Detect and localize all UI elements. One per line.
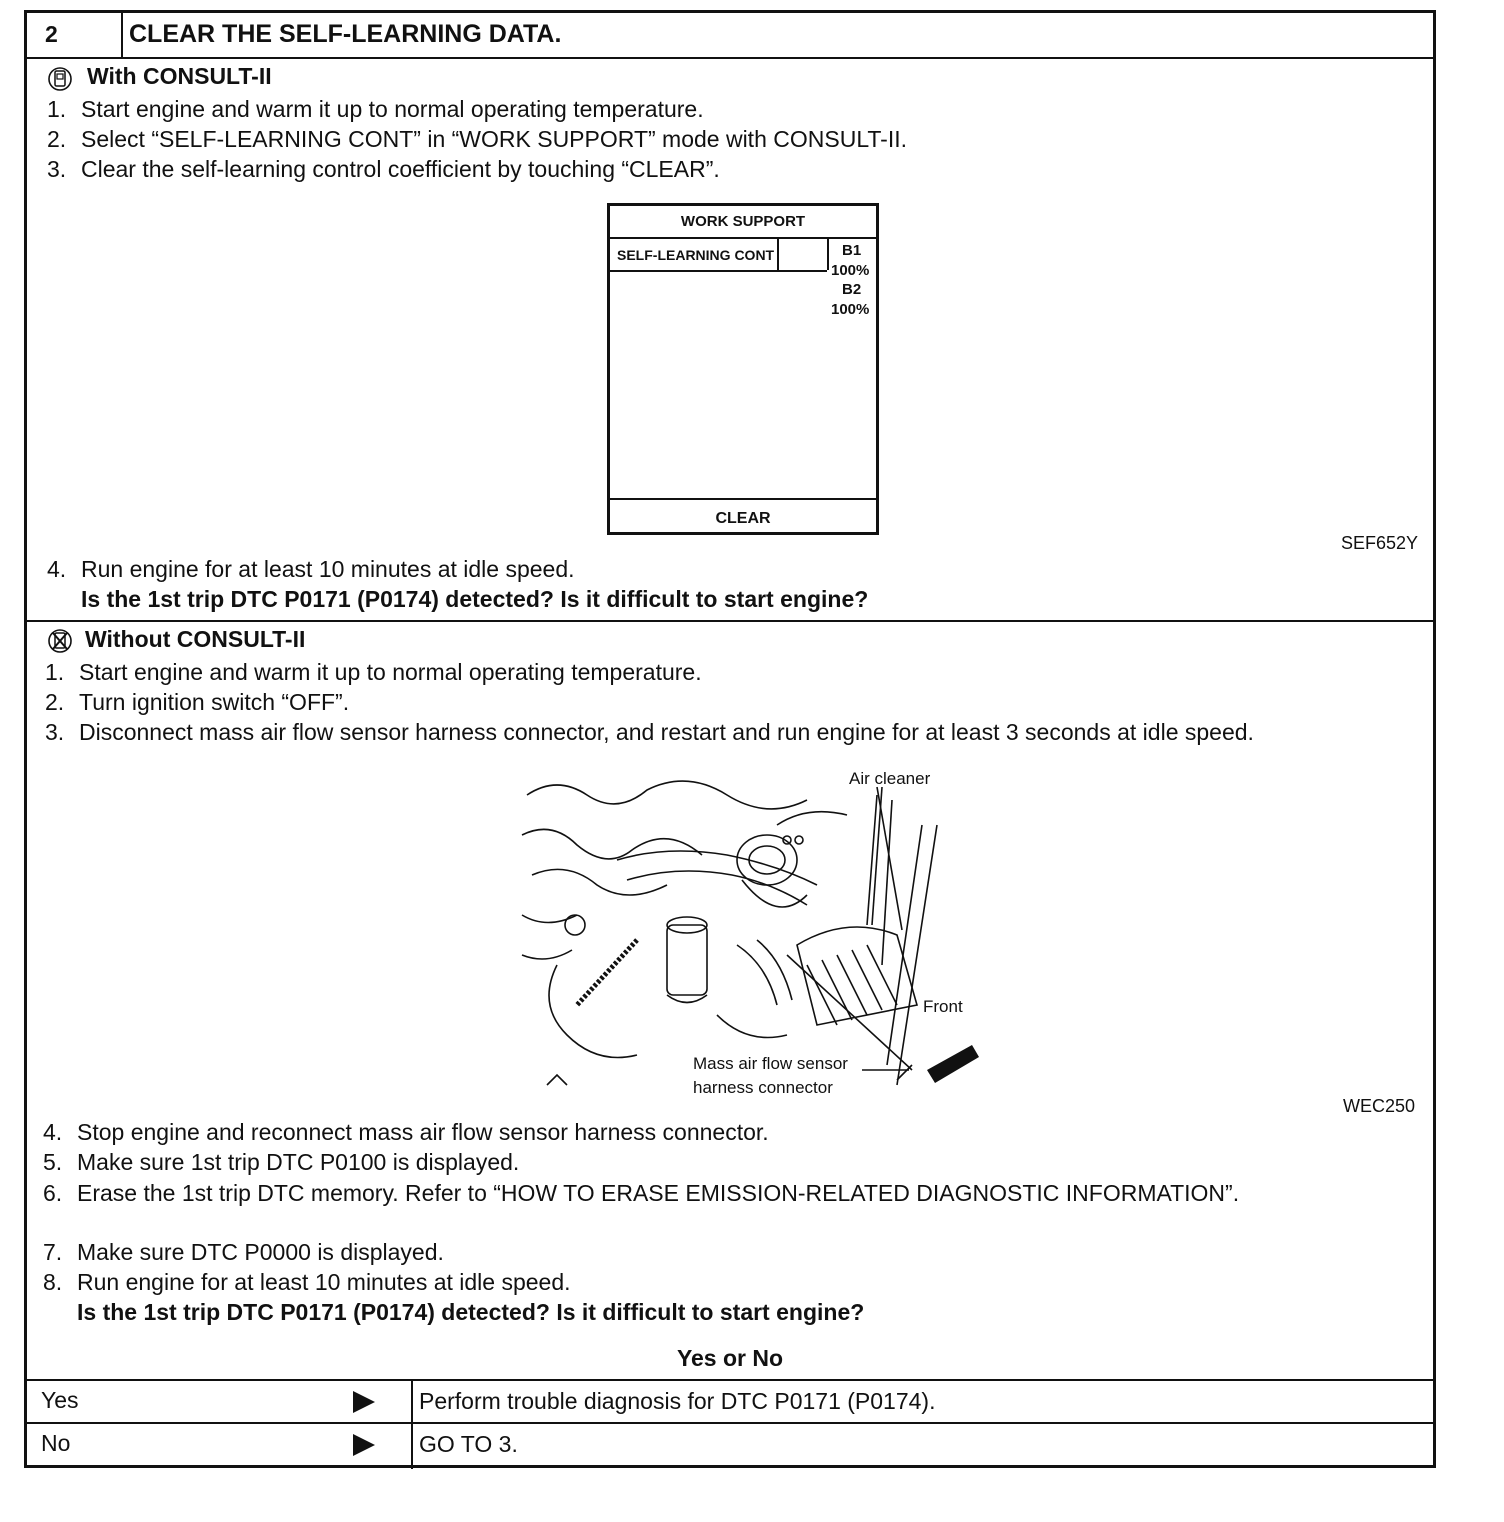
yes-or-no-label: Yes or No <box>676 1345 784 1371</box>
consult-tool-icon <box>48 66 72 92</box>
b1-label: B1 <box>842 242 862 259</box>
with-step-4: Run engine for at least 10 minutes at idle speed. <box>81 556 575 582</box>
without-step-2: Turn ignition switch “OFF”. <box>79 689 350 715</box>
decision-no-answer: No <box>41 1430 71 1456</box>
with-step-3: Clear the self-learning control coefficient by touching “CLEAR”. <box>81 156 720 182</box>
air-cleaner-label: Air cleaner <box>849 769 931 788</box>
b2-label: B2 <box>842 281 862 298</box>
without-step-2-num: 2. <box>45 689 65 715</box>
without-step-4-num: 4. <box>43 1119 63 1145</box>
without-consult-heading: Without CONSULT-II <box>85 626 306 652</box>
no-consult-tool-icon <box>48 628 72 654</box>
without-step-5: Make sure 1st trip DTC P0100 is displayed. <box>77 1149 520 1175</box>
procedure-table <box>24 10 1436 1468</box>
decision-col-divider <box>411 1379 413 1469</box>
step-number: 2 <box>45 21 58 47</box>
without-step-7: Make sure DTC P0000 is displayed. <box>77 1239 444 1265</box>
without-step-1-num: 1. <box>45 659 65 685</box>
without-step-3: Disconnect mass air flow sensor harness connector, and restart and run engine for at least 3 seconds at idle speed. <box>79 719 1254 745</box>
without-step-4: Stop engine and reconnect mass air flow sensor harness connector. <box>77 1119 769 1145</box>
decision-row-divider <box>27 1422 1433 1424</box>
no-arrow-icon <box>353 1434 375 1456</box>
with-step-1-num: 1. <box>47 96 67 122</box>
wec250-code: WEC250 <box>1343 1096 1416 1116</box>
decision-no-action[interactable]: GO TO 3. <box>419 1431 518 1457</box>
maf-connector-label-1: Mass air flow sensor <box>693 1054 848 1073</box>
without-step-5-num: 5. <box>43 1149 63 1175</box>
header-number-divider <box>121 13 123 57</box>
without-step-6-num: 6. <box>43 1180 63 1206</box>
with-step-2-num: 2. <box>47 126 67 152</box>
without-step-8-num: 8. <box>43 1269 63 1295</box>
step-title: CLEAR THE SELF-LEARNING DATA. <box>129 20 562 48</box>
without-step-3-num: 3. <box>45 719 65 745</box>
without-step-8: Run engine for at least 10 minutes at idle speed. <box>77 1269 571 1295</box>
with-question: Is the 1st trip DTC P0171 (P0174) detected? Is it difficult to start engine? <box>81 586 869 612</box>
front-label: Front <box>923 997 963 1016</box>
without-step-6: Erase the 1st trip DTC memory. Refer to “HOW TO ERASE EMISSION-RELATED DIAGNOSTIC INFORMATION”. <box>77 1180 1240 1206</box>
without-step-1: Start engine and warm it up to normal operating temperature. <box>79 659 702 685</box>
b2-value: 100% <box>831 301 870 318</box>
with-step-4-num: 4. <box>47 556 67 582</box>
with-consult-heading: With CONSULT-II <box>87 63 272 89</box>
decision-yes-action[interactable]: Perform trouble diagnosis for DTC P0171 (P0174). <box>419 1388 936 1414</box>
front-arrow-icon <box>927 1045 979 1083</box>
b1-value: 100% <box>831 262 870 279</box>
with-step-1: Start engine and warm it up to normal operating temperature. <box>81 96 704 122</box>
yes-arrow-icon <box>353 1391 375 1413</box>
self-learning-cont-item: SELF-LEARNING CONT <box>617 247 775 263</box>
work-support-title: WORK SUPPORT <box>680 213 806 230</box>
header-divider <box>27 57 1433 59</box>
engine-bay-illustration <box>517 765 987 1095</box>
without-question: Is the 1st trip DTC P0171 (P0174) detected? Is it difficult to start engine? <box>77 1299 865 1325</box>
without-step-7-num: 7. <box>43 1239 63 1265</box>
with-step-2: Select “SELF-LEARNING CONT” in “WORK SUPPORT” mode with CONSULT-II. <box>81 126 908 152</box>
section-divider <box>27 620 1433 622</box>
with-step-3-num: 3. <box>47 156 67 182</box>
decision-top-divider <box>27 1379 1433 1381</box>
sef652y-code: SEF652Y <box>1341 533 1419 553</box>
maf-connector-label-2: harness connector <box>693 1078 833 1097</box>
decision-yes-answer: Yes <box>41 1387 79 1413</box>
work-support-screen <box>607 203 879 535</box>
clear-button[interactable]: CLEAR <box>715 510 771 527</box>
